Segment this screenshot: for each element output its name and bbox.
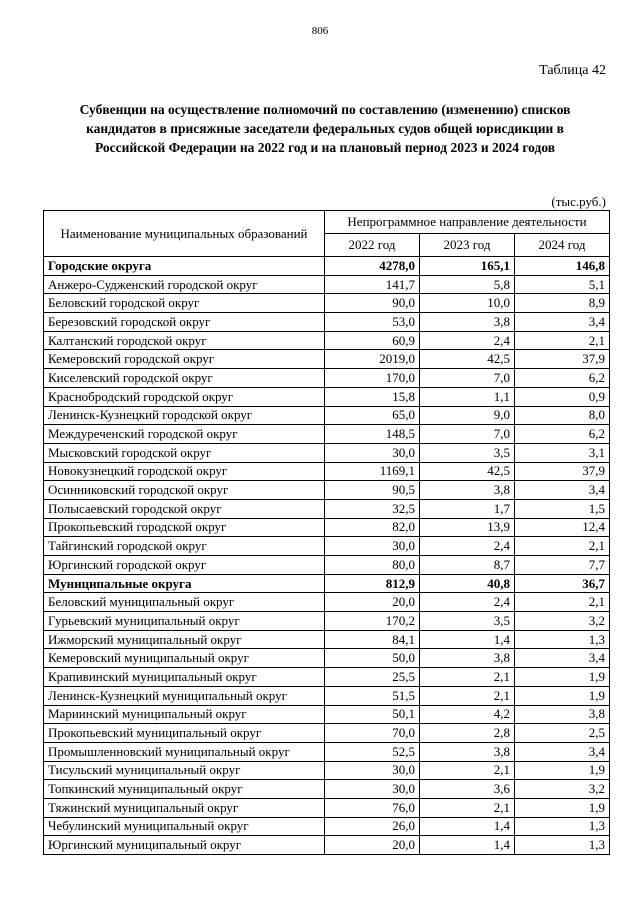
value-2022-cell: 53,0	[325, 313, 420, 332]
row-name-cell: Юргинский городской округ	[44, 556, 325, 575]
value-2022-cell: 141,7	[325, 275, 420, 294]
value-2022-cell: 80,0	[325, 556, 420, 575]
value-2024-cell: 8,0	[515, 406, 610, 425]
table-row	[44, 556, 610, 575]
value-2024-cell: 8,9	[515, 294, 610, 313]
value-2023-cell: 2,1	[420, 668, 515, 687]
table-row	[44, 462, 610, 481]
value-2023-cell: 1,4	[420, 836, 515, 855]
value-2022-cell: 51,5	[325, 686, 420, 705]
value-2023-cell: 3,5	[420, 612, 515, 631]
value-2022-cell: 170,2	[325, 612, 420, 631]
table-row	[44, 331, 610, 350]
value-2022-cell: 90,0	[325, 294, 420, 313]
value-2024-cell: 1,3	[515, 817, 610, 836]
row-name-cell: Юргинский муниципальный округ	[44, 836, 325, 855]
table-row	[44, 649, 610, 668]
value-2023-cell: 1,4	[420, 630, 515, 649]
value-2022-cell: 76,0	[325, 798, 420, 817]
value-2023-cell: 3,8	[420, 313, 515, 332]
row-name-cell: Тайгинский городской округ	[44, 537, 325, 556]
row-name-cell: Анжеро-Судженский городской округ	[44, 275, 325, 294]
value-2022-cell: 30,0	[325, 537, 420, 556]
row-name-cell: Муниципальные округа	[44, 574, 325, 593]
value-2024-cell: 3,8	[515, 705, 610, 724]
table-row	[44, 668, 610, 687]
value-2023-cell: 2,1	[420, 761, 515, 780]
row-name-cell: Краснобродский городской округ	[44, 387, 325, 406]
value-2024-cell: 2,1	[515, 537, 610, 556]
value-2022-cell: 812,9	[325, 574, 420, 593]
value-2024-cell: 6,2	[515, 369, 610, 388]
value-2023-cell: 2,1	[420, 798, 515, 817]
row-name-cell: Беловский городской округ	[44, 294, 325, 313]
value-2023-cell: 4,2	[420, 705, 515, 724]
value-2024-cell: 2,1	[515, 593, 610, 612]
value-2022-cell: 15,8	[325, 387, 420, 406]
value-2022-cell: 32,5	[325, 499, 420, 518]
row-name-cell: Калтанский городской округ	[44, 331, 325, 350]
row-name-cell: Ленинск-Кузнецкий городской округ	[44, 406, 325, 425]
row-name-cell: Ижморский муниципальный округ	[44, 630, 325, 649]
value-2022-cell: 70,0	[325, 724, 420, 743]
row-name-cell: Березовский городской округ	[44, 313, 325, 332]
value-2023-cell: 40,8	[420, 574, 515, 593]
table-row	[44, 537, 610, 556]
value-2024-cell: 3,4	[515, 649, 610, 668]
row-name-cell: Мариинский муниципальный округ	[44, 705, 325, 724]
row-name-cell: Тисульский муниципальный округ	[44, 761, 325, 780]
table-row	[44, 499, 610, 518]
value-2024-cell: 3,1	[515, 443, 610, 462]
row-name-cell: Крапивинский муниципальный округ	[44, 668, 325, 687]
table-row	[44, 275, 610, 294]
value-2024-cell: 37,9	[515, 462, 610, 481]
row-name-cell: Полысаевский городской округ	[44, 499, 325, 518]
value-2022-cell: 4278,0	[325, 257, 420, 276]
value-2022-cell: 20,0	[325, 593, 420, 612]
table-row	[44, 406, 610, 425]
row-name-cell: Чебулинский муниципальный округ	[44, 817, 325, 836]
table-row	[44, 481, 610, 500]
value-2024-cell: 5,1	[515, 275, 610, 294]
units-label: (тыс.руб.)	[551, 194, 606, 209]
table-row	[44, 387, 610, 406]
value-2022-cell: 20,0	[325, 836, 420, 855]
row-name-cell: Прокопьевский городской округ	[44, 518, 325, 537]
row-name-cell: Городские округа	[44, 257, 325, 276]
value-2024-cell: 1,3	[515, 630, 610, 649]
value-2023-cell: 2,1	[420, 686, 515, 705]
value-2022-cell: 50,0	[325, 649, 420, 668]
value-2023-cell: 3,8	[420, 649, 515, 668]
table-group-row	[44, 574, 610, 593]
header-group: Непрограммное направление деятельности	[325, 211, 610, 234]
value-2024-cell: 1,9	[515, 668, 610, 687]
value-2023-cell: 3,8	[420, 481, 515, 500]
value-2024-cell: 1,9	[515, 798, 610, 817]
value-2024-cell: 36,7	[515, 574, 610, 593]
value-2024-cell: 2,1	[515, 331, 610, 350]
table-row	[44, 612, 610, 631]
value-2024-cell: 7,7	[515, 556, 610, 575]
value-2023-cell: 8,7	[420, 556, 515, 575]
value-2023-cell: 2,8	[420, 724, 515, 743]
row-name-cell: Междуреченский городской округ	[44, 425, 325, 444]
value-2023-cell: 1,1	[420, 387, 515, 406]
page-number: 806	[311, 25, 329, 37]
value-2022-cell: 65,0	[325, 406, 420, 425]
value-2023-cell: 7,0	[420, 425, 515, 444]
table-row	[44, 705, 610, 724]
table-row	[44, 742, 610, 761]
value-2024-cell: 37,9	[515, 350, 610, 369]
value-2022-cell: 148,5	[325, 425, 420, 444]
value-2023-cell: 165,1	[420, 257, 515, 276]
header-year-2024: 2024 год	[515, 234, 610, 257]
value-2024-cell: 1,9	[515, 761, 610, 780]
row-name-cell: Тяжинский муниципальный округ	[44, 798, 325, 817]
table-row	[44, 798, 610, 817]
row-name-cell: Киселевский городской округ	[44, 369, 325, 388]
table-group-row	[44, 257, 610, 276]
value-2024-cell: 3,2	[515, 780, 610, 799]
value-2024-cell: 1,5	[515, 499, 610, 518]
header-name: Наименование муниципальных образований	[44, 211, 325, 257]
row-name-cell: Кемеровский городской округ	[44, 350, 325, 369]
table-row	[44, 294, 610, 313]
value-2023-cell: 2,4	[420, 537, 515, 556]
table-row	[44, 686, 610, 705]
value-2023-cell: 42,5	[420, 350, 515, 369]
value-2024-cell: 146,8	[515, 257, 610, 276]
value-2022-cell: 30,0	[325, 443, 420, 462]
document-title: Субвенции на осуществление полномочий по составлению (изменению) списков кандидатов в присяжные заседатели федеральных судов общей юрисдикции в Российской Федерации на 2022 год и на плановый период 2023 и 2024 годов	[79, 102, 571, 155]
value-2022-cell: 30,0	[325, 761, 420, 780]
value-2022-cell: 30,0	[325, 780, 420, 799]
header-year-2023: 2023 год	[420, 234, 515, 257]
table-row	[44, 369, 610, 388]
table-row	[44, 761, 610, 780]
table-row	[44, 817, 610, 836]
value-2023-cell: 3,5	[420, 443, 515, 462]
header-year-2022: 2022 год	[325, 234, 420, 257]
value-2023-cell: 13,9	[420, 518, 515, 537]
value-2022-cell: 2019,0	[325, 350, 420, 369]
row-name-cell: Гурьевский муниципальный округ	[44, 612, 325, 631]
value-2024-cell: 3,4	[515, 742, 610, 761]
value-2023-cell: 2,4	[420, 331, 515, 350]
value-2023-cell: 1,4	[420, 817, 515, 836]
value-2024-cell: 3,4	[515, 313, 610, 332]
value-2022-cell: 60,9	[325, 331, 420, 350]
table-row	[44, 350, 610, 369]
row-name-cell: Осинниковский городской округ	[44, 481, 325, 500]
row-name-cell: Промышленновский муниципальный округ	[44, 742, 325, 761]
value-2022-cell: 52,5	[325, 742, 420, 761]
table-row	[44, 780, 610, 799]
value-2024-cell: 1,3	[515, 836, 610, 855]
table-row	[44, 443, 610, 462]
value-2023-cell: 1,7	[420, 499, 515, 518]
value-2023-cell: 2,4	[420, 593, 515, 612]
row-name-cell: Беловский муниципальный округ	[44, 593, 325, 612]
table-label: Таблица 42	[539, 63, 606, 78]
row-name-cell: Новокузнецкий городской округ	[44, 462, 325, 481]
table-row	[44, 724, 610, 743]
value-2024-cell: 12,4	[515, 518, 610, 537]
value-2022-cell: 25,5	[325, 668, 420, 687]
value-2023-cell: 9,0	[420, 406, 515, 425]
table-body	[44, 257, 610, 855]
subsidies-table	[43, 210, 610, 855]
row-name-cell: Прокопьевский муниципальный округ	[44, 724, 325, 743]
row-name-cell: Кемеровский муниципальный округ	[44, 649, 325, 668]
value-2022-cell: 82,0	[325, 518, 420, 537]
row-name-cell: Топкинский муниципальный округ	[44, 780, 325, 799]
value-2024-cell: 2,5	[515, 724, 610, 743]
value-2024-cell: 3,4	[515, 481, 610, 500]
value-2023-cell: 5,8	[420, 275, 515, 294]
value-2024-cell: 0,9	[515, 387, 610, 406]
table-row	[44, 593, 610, 612]
value-2022-cell: 84,1	[325, 630, 420, 649]
table-row	[44, 518, 610, 537]
value-2023-cell: 10,0	[420, 294, 515, 313]
table-row	[44, 425, 610, 444]
table-row	[44, 313, 610, 332]
value-2023-cell: 3,8	[420, 742, 515, 761]
row-name-cell: Ленинск-Кузнецкий муниципальный округ	[44, 686, 325, 705]
value-2024-cell: 6,2	[515, 425, 610, 444]
table-row	[44, 630, 610, 649]
row-name-cell: Мысковский городской округ	[44, 443, 325, 462]
value-2024-cell: 1,9	[515, 686, 610, 705]
value-2022-cell: 90,5	[325, 481, 420, 500]
table-row	[44, 836, 610, 855]
value-2023-cell: 42,5	[420, 462, 515, 481]
value-2023-cell: 3,6	[420, 780, 515, 799]
value-2022-cell: 170,0	[325, 369, 420, 388]
value-2024-cell: 3,2	[515, 612, 610, 631]
value-2022-cell: 1169,1	[325, 462, 420, 481]
value-2022-cell: 26,0	[325, 817, 420, 836]
value-2022-cell: 50,1	[325, 705, 420, 724]
value-2023-cell: 7,0	[420, 369, 515, 388]
